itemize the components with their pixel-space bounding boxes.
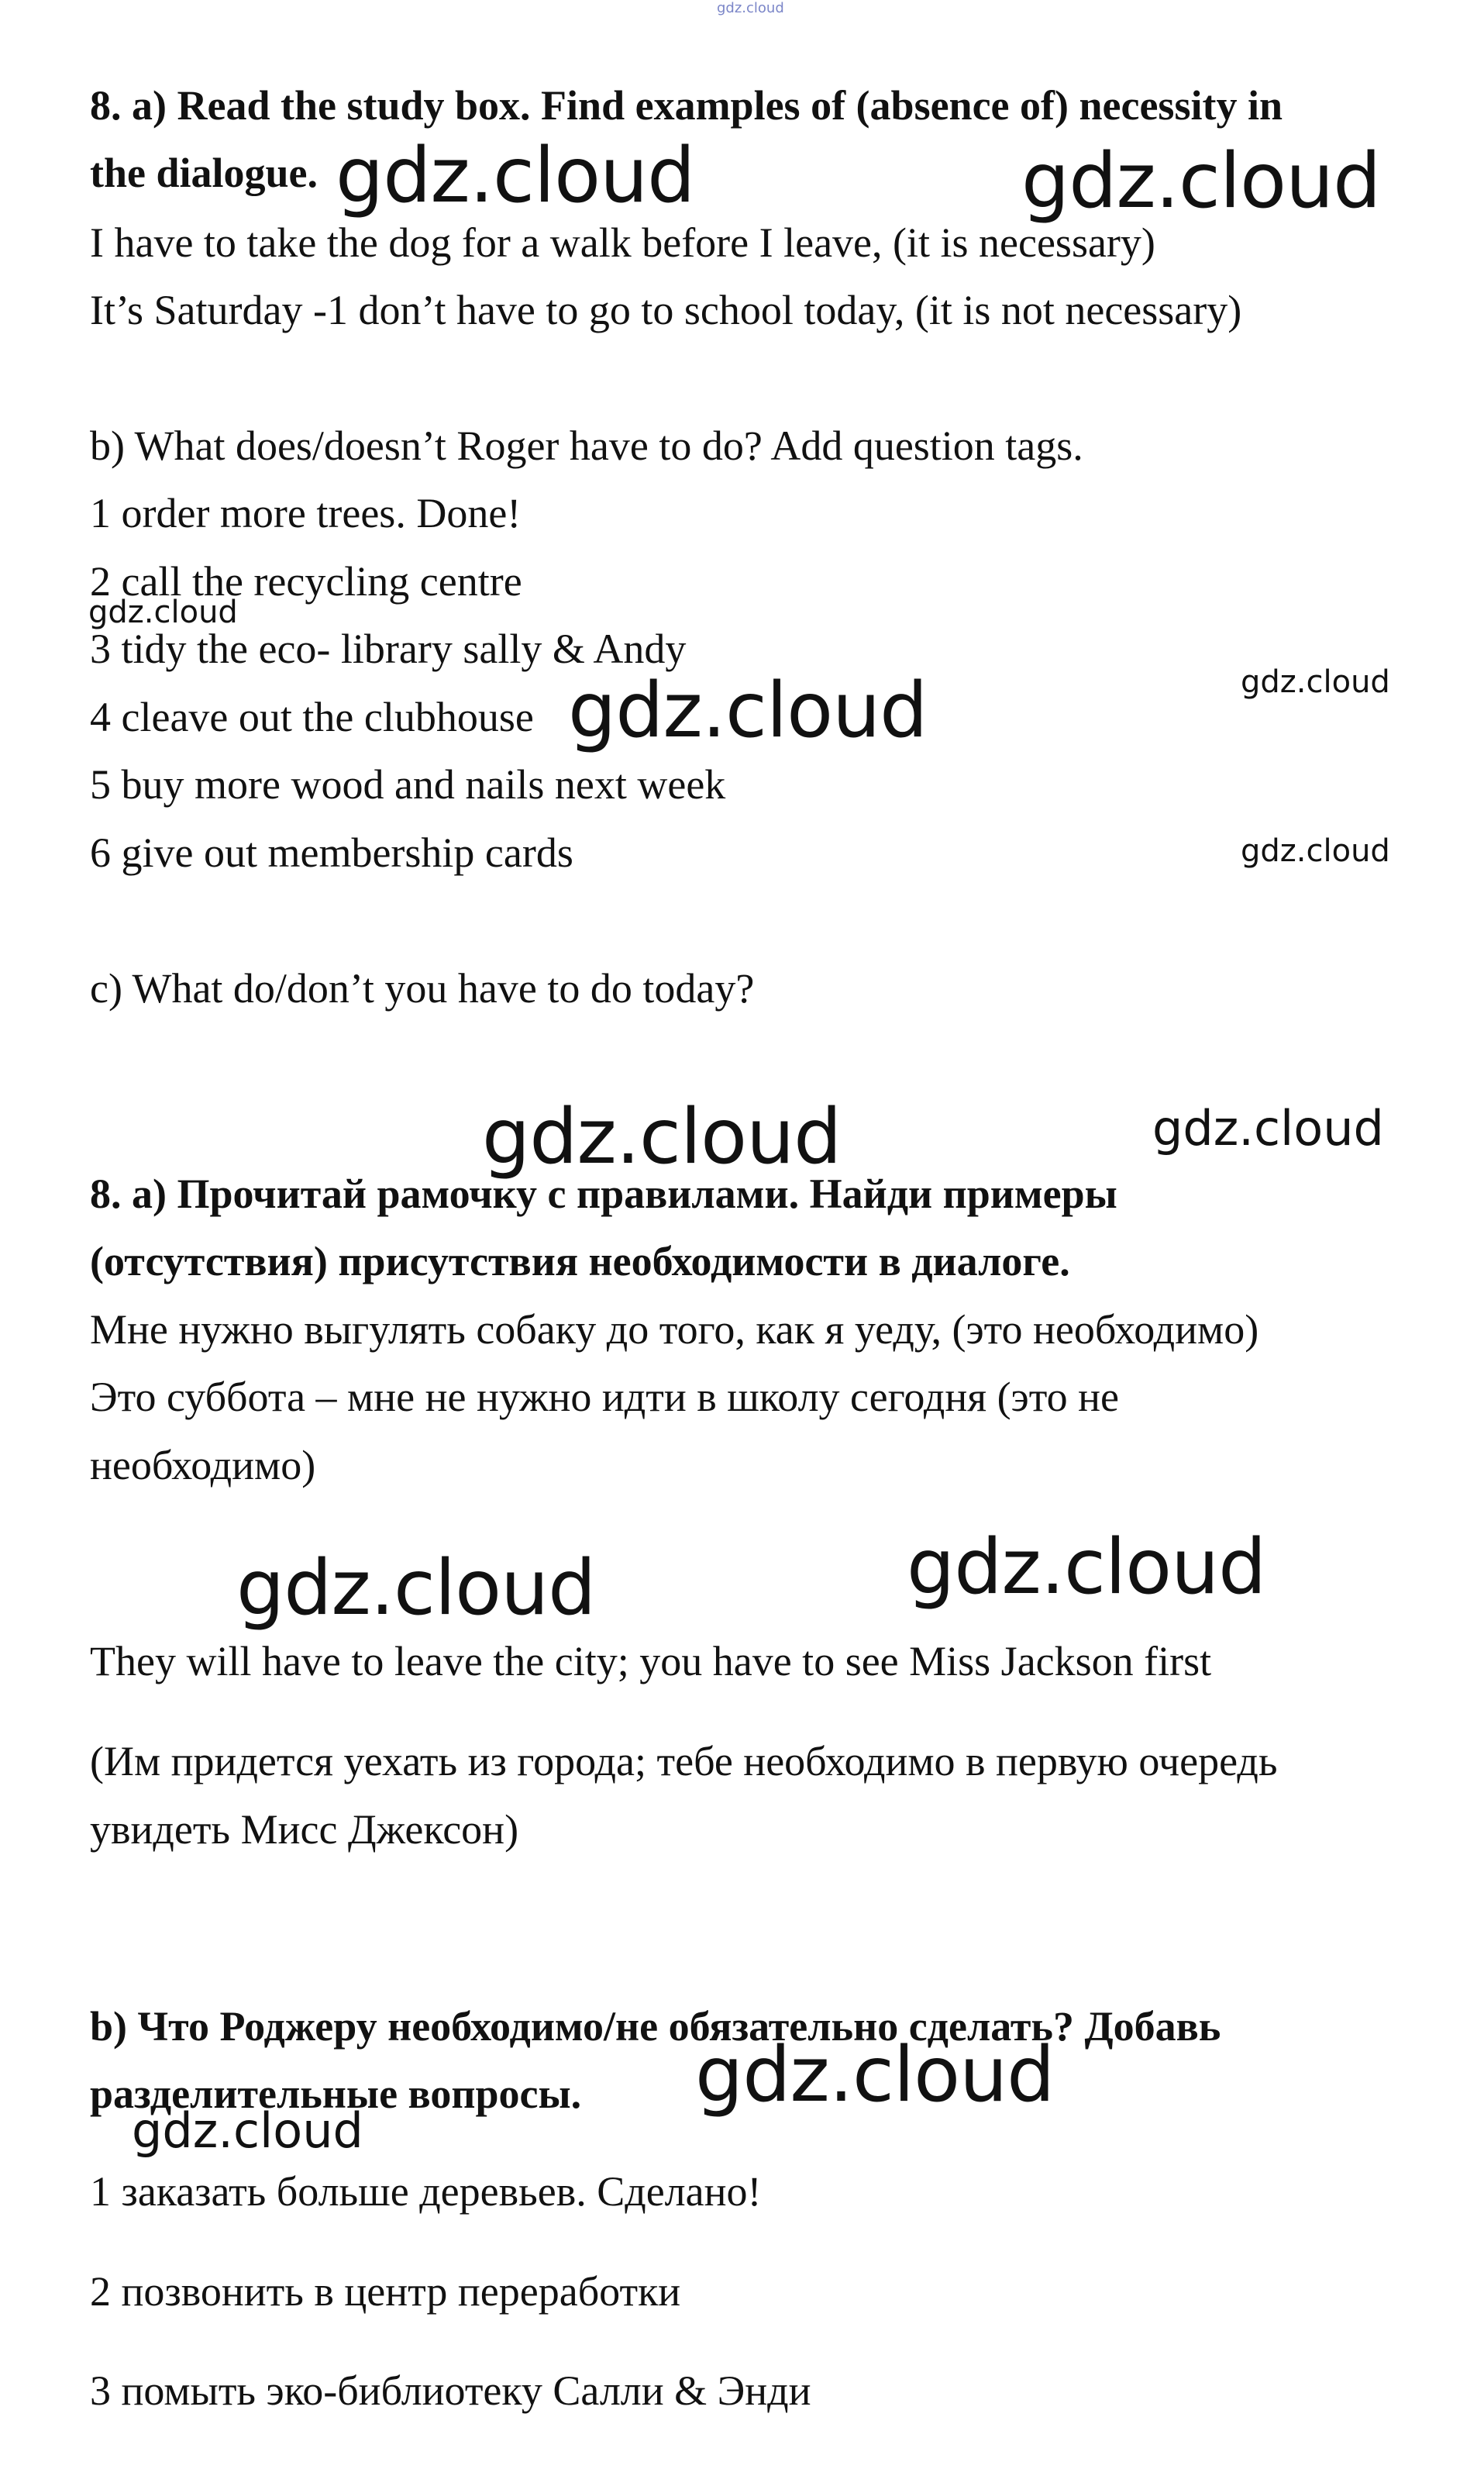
list-item-ru-2: 2 позвонить в центр переработки: [90, 2268, 681, 2315]
example-en-1: I have to take the dog for a walk before I leave, (it is necessary): [90, 219, 1155, 266]
list-item-en-3: 3 tidy the eco- library sally & Andy: [90, 626, 687, 672]
watermark: gdz.cloud: [907, 1523, 1266, 1612]
task-b-en: b) What does/doesn’t Roger have to do? Add question tags.: [90, 422, 1083, 469]
watermark: gdz.cloud: [132, 2102, 363, 2159]
list-item-ru-3: 3 помыть эко-библиотеку Салли & Энди: [90, 2367, 811, 2414]
watermark: gdz.cloud: [1021, 137, 1381, 226]
watermark: gdz.cloud: [695, 2031, 1055, 2119]
list-item-en-1: 1 order more trees. Done!: [90, 490, 522, 536]
task-b-ru-line1: b) Что Роджеру необходимо/не обязательно сделать? Добавь: [90, 2003, 1221, 2050]
example-en-2: It’s Saturday -1 don’t have to go to school today, (it is not necessary): [90, 287, 1242, 333]
extra-example-en: They will have to leave the city; you have to see Miss Jackson first: [90, 1638, 1212, 1684]
heading-ru-line2: (отсутствия) присутствия необходимости в диалоге.: [90, 1238, 1070, 1284]
watermark: gdz.cloud: [482, 1093, 842, 1181]
watermark: gdz.cloud: [568, 667, 928, 755]
list-item-en-4: 4 cleave out the clubhouse: [90, 694, 534, 740]
watermark: gdz.cloud: [236, 1544, 596, 1633]
task-b-ru-line2: разделительные вопросы.: [90, 2071, 582, 2117]
example-ru-2-line1: Это суббота – мне не нужно идти в школу сегодня (это не: [90, 1374, 1119, 1420]
example-ru-1: Мне нужно выгулять собаку до того, как я уеду, (это необходимо): [90, 1306, 1259, 1353]
list-item-ru-1: 1 заказать больше деревьев. Сделано!: [90, 2168, 762, 2215]
extra-example-ru-line2: увидеть Мисс Джексон): [90, 1806, 519, 1853]
heading-en-line1: 8. a) Read the study box. Find examples of (absence of) necessity in: [90, 82, 1283, 129]
heading-en-line2: the dialogue.: [90, 150, 318, 196]
watermark: gdz.cloud: [88, 595, 238, 630]
watermark: gdz.cloud: [1241, 664, 1390, 700]
list-item-en-6: 6 give out membership cards: [90, 829, 573, 876]
example-ru-2-line2: необходимо): [90, 1442, 316, 1488]
task-c-en: c) What do/don’t you have to do today?: [90, 965, 755, 1012]
watermark-top: gdz.cloud: [717, 0, 784, 16]
heading-ru-line1: 8. а) Прочитай рамочку с правилами. Найди примеры: [90, 1171, 1117, 1217]
watermark: gdz.cloud: [1152, 1100, 1384, 1157]
list-item-en-5: 5 buy more wood and nails next week: [90, 761, 726, 808]
list-item-en-2: 2 call the recycling centre: [90, 558, 522, 605]
watermark: gdz.cloud: [1241, 833, 1390, 869]
watermark: gdz.cloud: [336, 132, 695, 220]
extra-example-ru-line1: (Им придется уехать из города; тебе необходимо в первую очередь: [90, 1738, 1278, 1784]
